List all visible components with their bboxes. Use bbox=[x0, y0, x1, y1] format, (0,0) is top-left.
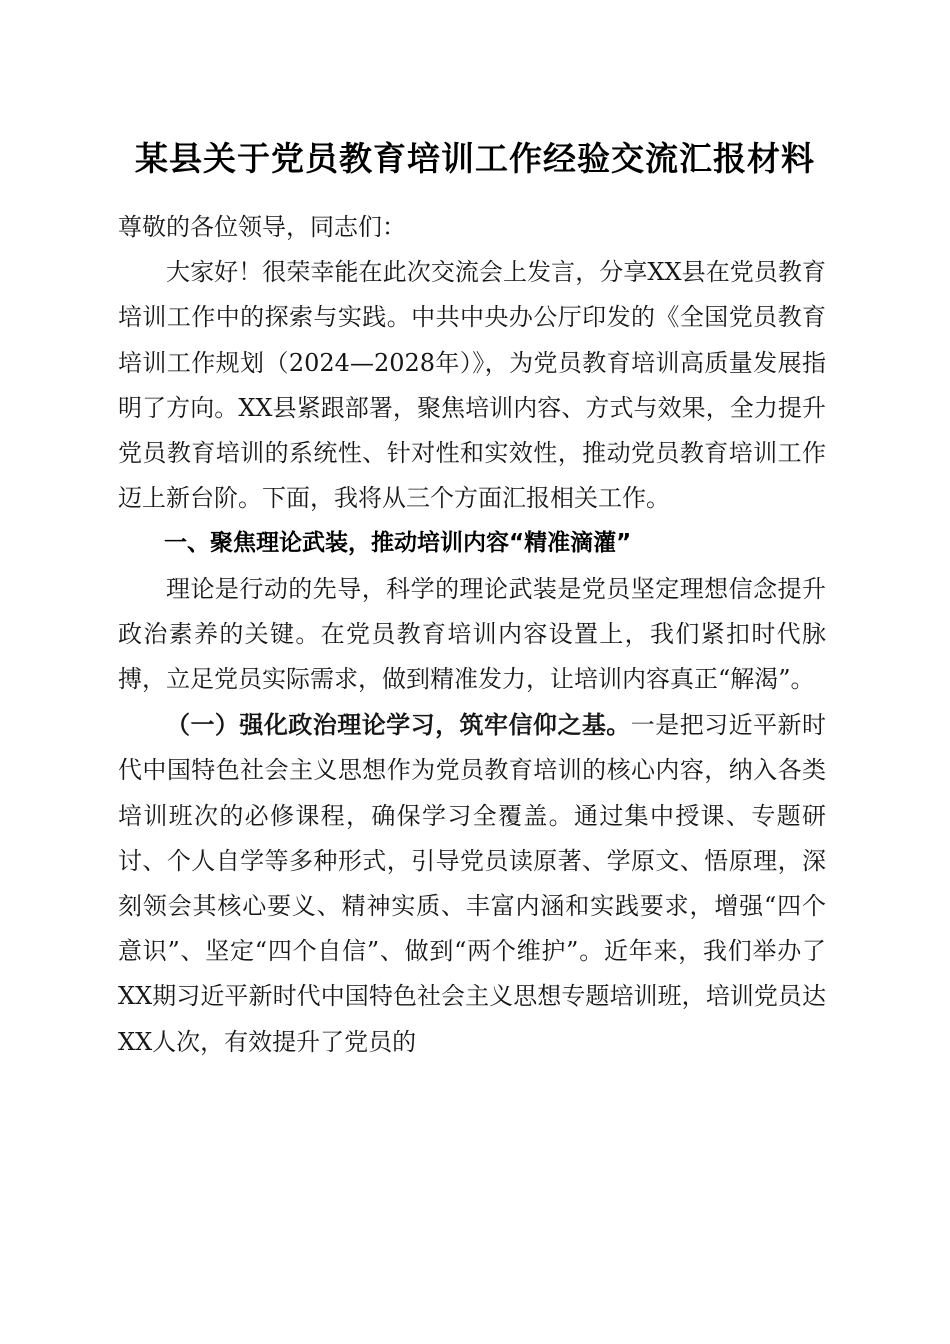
salutation: 尊敬的各位领导，同志们： bbox=[118, 213, 406, 241]
section-one-heading: 一、聚焦理论武装，推动培训内容“精准滴灌” bbox=[164, 530, 632, 557]
subsection-one-paragraph bbox=[118, 702, 826, 1065]
intro-paragraph: 大家好！很荣幸能在此次交流会上发言，分享XX县在党员教育培训工作中的探索与实践。中共中央办公厅印发的《全国党员教育培训工作规划（2024—2028年）》，为党员教育培训高质量发展指明了方向。XX县紧跟部署，聚焦培训内容、方式与效果，全力提升党员教育培训的系统性、针对性和实效性，推动党员教育培训工作迈上新台阶。下面，我将从三个方面汇报相关工作。 bbox=[118, 258, 826, 513]
document-title: 某县关于党员教育培训工作经验交流汇报材料 bbox=[135, 139, 815, 178]
section-one-paragraph: 理论是行动的先导，科学的理论武装是党员坚定理想信念提升政治素养的关键。在党员教育培训内容设置上，我们紧扣时代脉搏，立足党员实际需求，做到精准发力，让培训内容真正“解渴”。 bbox=[118, 574, 826, 694]
subsection-one-heading: （一）强化政治理论学习，筑牢信仰之基。 bbox=[166, 710, 631, 740]
document-body bbox=[118, 205, 826, 1065]
subsection-one-body: 一是把习近平新时代中国特色社会主义思想作为党员教育培训的核心内容，纳入各类培训班次的必修课程，确保学习全覆盖。通过集中授课、专题研讨、个人自学等多种形式，引导党员读原著、学原文、悟原理，深刻领会其核心要义、精神实质、丰富内涵和实践要求，增强“四个意识”、坚定“四个自信”、做到“两个维护”。近年来，我们举办了XX期习近平新时代中国特色社会主义思想专题培训班，培训党员达XX人次，有效提升了党员的 bbox=[118, 711, 827, 1056]
